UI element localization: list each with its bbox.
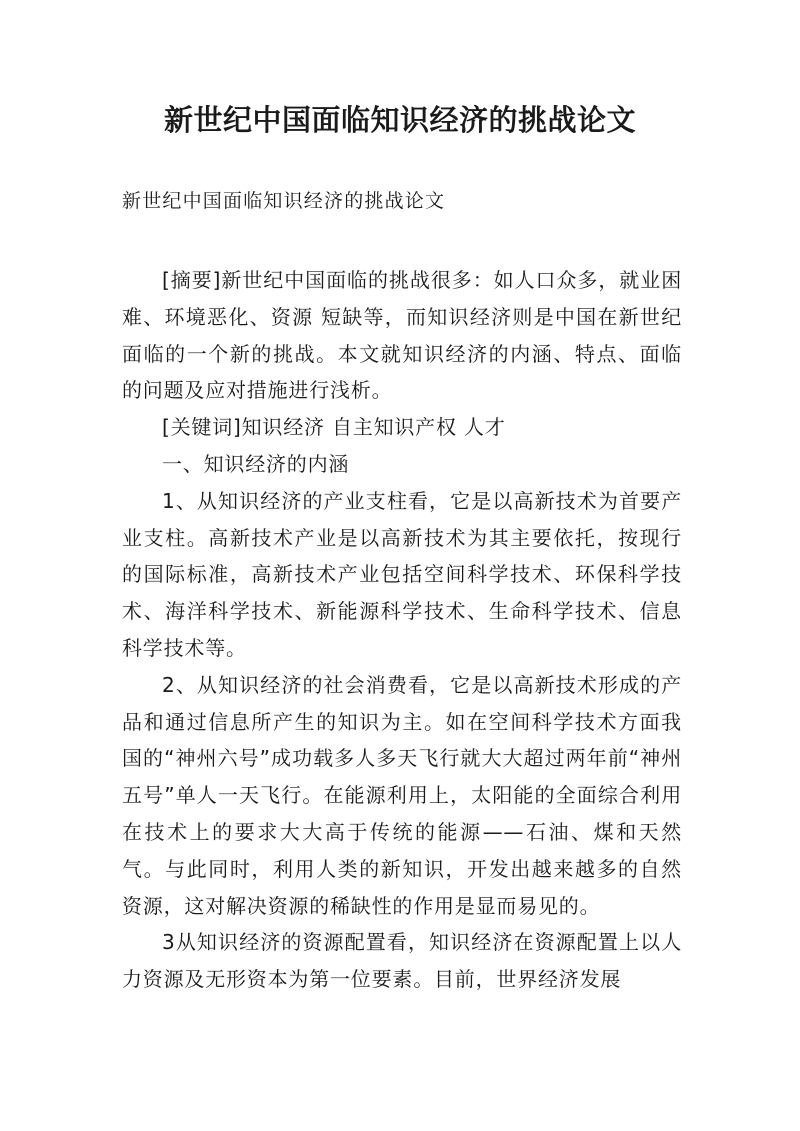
document-title: 新世纪中国面临知识经济的挑战论文 — [163, 103, 636, 137]
body-paragraph: 3从知识经济的资源配置看，知识经济在资源配置上以人力资源及无形资本为第一位要素。目前，世界经济发展 — [122, 930, 682, 992]
section-heading: 一、知识经济的内涵 — [162, 451, 350, 476]
body-paragraph: 1、从知识经济的产业支柱看，它是以高新技术为首要产业支柱。高新技术产业是以高新技术为其主要依托，按现行的国际标准，高新技术产业包括空间科学技术、环保科学技术、海洋科学技术、新能源科学技术、生命科学技术、信息科学技术等。 — [122, 488, 682, 660]
abstract-paragraph: [摘要]新世纪中国面临的挑战很多：如人口众多，就业困难、环境恶化、资源 短缺等，而知识经济则是中国在新世纪面临的一个新的挑战。本文就知识经济的内涵、特点、面临的问题及应对措施进行浅析。 — [122, 268, 682, 403]
document-subtitle: 新世纪中国面临知识经济的挑战论文 — [122, 190, 446, 212]
body-paragraph: 2、从知识经济的社会消费看，它是以高新技术形成的产品和通过信息所产生的知识为主。如在空间科学技术方面我国的“神州六号”成功载多人多天飞行就大大超过两年前“神州五号”单人一天飞行。在能源利用上，太阳能的全面综合利用在技术上的要求大大高于传统的能源——石油、煤和天然气。与此同时，利用人类的新知识，开发出越来越多的自然资源，这对解决资源的稀缺性的作用是显而易见的。 — [122, 672, 682, 918]
keywords-paragraph: [关键词]知识经济 自主知识产权 人才 — [162, 415, 506, 440]
document-body — [122, 262, 682, 998]
